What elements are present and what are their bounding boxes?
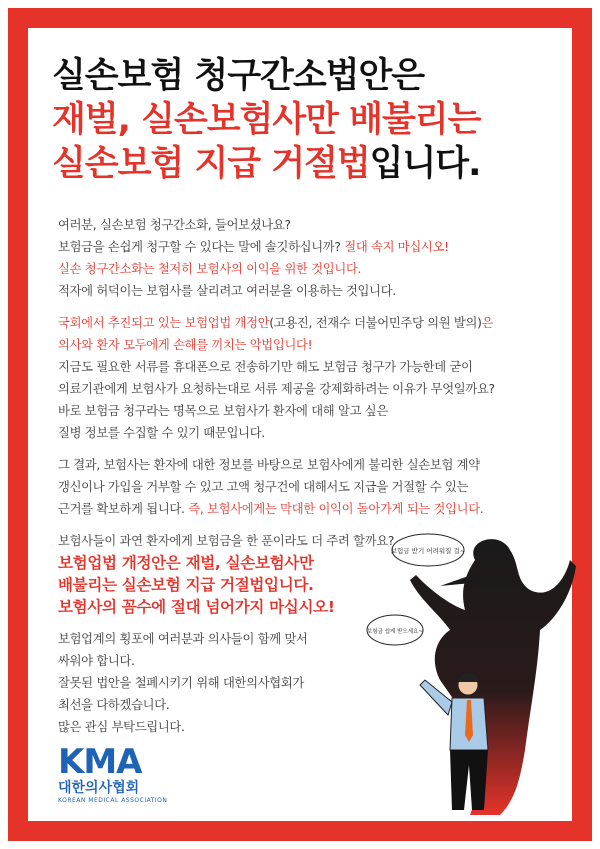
p3-line-3 [58, 498, 538, 520]
p5-line-2: 싸워야 합니다. [58, 654, 135, 668]
p3-line-2: 갱신이나 가입을 거부할 수 있고 고액 청구건에 대해서도 지급을 거절할 수 있는 [58, 480, 469, 494]
p2-line-3: 지금도 필요한 서류를 휴대폰으로 전송하기만 해도 보험금 청구가 가능한데 굳이 [58, 360, 473, 374]
p3-line-3b: 즉, 보험사에게는 막대한 이익이 돌아가게 되는 것입니다. [188, 502, 484, 516]
paragraph-1 [58, 214, 538, 302]
kma-logo-korean: 대한의사협회 [58, 780, 140, 796]
p2-line-1c: 은 [481, 316, 494, 330]
p4-line-4: 보험사의 꼼수에 절대 넘어가지 마십시오! [58, 598, 335, 616]
p4-line-1: 보험사들이 과연 환자에게 보험금을 한 푼이라도 더 주려 할까요? [58, 534, 395, 548]
speech-bubble-bottom-text: 보험금 쉽게 받으세요~ [367, 629, 423, 635]
p2-line-5: 바로 보험금 청구라는 명목으로 보험사가 환자에 대해 알고 싶은 [58, 404, 388, 418]
p2-line-2: 의사와 환자 모두에게 손해를 끼치는 악법입니다! [58, 338, 313, 352]
illustration-man-and-shadow [367, 520, 580, 820]
p5-line-5: 많은 관심 부탁드립니다. [58, 720, 185, 734]
p1-line-3: 실손 청구간소화는 철저히 보험사의 이익을 위한 것입니다. [58, 262, 362, 276]
p2-line-4: 의료기관에게 보험사가 요청하는대로 서류 제공을 강제화하려는 이유가 무엇일까요? [58, 382, 495, 396]
p1-line-2b: 절대 속지 마십시오! [344, 240, 449, 254]
kma-logo-english: KOREAN MEDICAL ASSOCIATION [58, 797, 168, 804]
kma-logo [58, 742, 168, 805]
paragraph-2 [58, 312, 538, 444]
speech-bubble-top-text: 보험금 받기 어려워질 걸~ [390, 547, 466, 555]
p2-line-1a: 국회에서 추진되고 있는 보험업법 개정안 [58, 316, 270, 330]
p3-line-1: 그 결과, 보험사는 환자에 대한 정보를 바탕으로 보험사에게 불리한 실손보험 계약 [58, 458, 480, 472]
p4-line-2: 보험업법 개정안은 재벌, 실손보험사만 [58, 554, 314, 572]
p5-line-1: 보험업계의 횡포에 여러분과 의사들이 함께 맞서 [58, 632, 308, 646]
headline-line-3-black: 입니다. [369, 144, 481, 184]
p4-line-3: 배불리는 실손보험 지급 거절법입니다. [58, 576, 314, 594]
p1-line-4: 적자에 허덕이는 보험사를 살리려고 여러분을 이용하는 것입니다. [58, 284, 396, 298]
headline [52, 54, 552, 186]
p2-line-1 [58, 312, 538, 334]
paragraph-3 [58, 454, 538, 520]
p1-line-2a: 보험금을 손쉽게 청구할 수 있다는 말에 솔깃하십니까? [58, 240, 345, 254]
p2-line-6: 질병 정보를 수집할 수 있기 때문입니다. [58, 426, 265, 440]
headline-line-2: 재벌, 실손보험사만 배불리는 [52, 100, 481, 140]
p1-line-1: 여러분, 실손보험 청구간소화, 들어보셨나요? [58, 218, 291, 232]
man-legs [450, 750, 488, 810]
p1-line-2 [58, 236, 538, 258]
p5-line-4: 최선을 다하겠습니다. [58, 698, 170, 712]
shadow-silhouette [410, 539, 576, 815]
headline-line-3 [52, 142, 552, 186]
headline-line-1: 실손보험 청구간소법안은 [52, 56, 425, 96]
p2-line-1b: (고용진, 전재수 더불어민주당 의원 발의) [269, 316, 482, 330]
p3-line-3a: 근거를 확보하게 됩니다. [58, 502, 189, 516]
headline-line-3-red: 실손보험 지급 거절법 [52, 144, 370, 184]
kma-logo-mark: KMA [58, 742, 142, 782]
p5-line-3: 잘못된 법안을 철폐시키기 위해 대한의사협회가 [58, 676, 305, 690]
